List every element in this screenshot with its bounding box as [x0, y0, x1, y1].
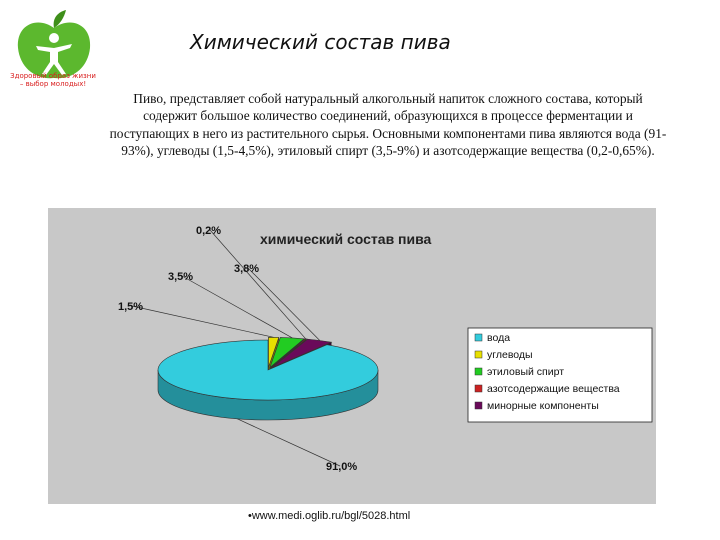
legend-label-3: этиловый спирт	[487, 366, 565, 378]
chart-title: химический состав пива	[260, 231, 432, 247]
logo-caption-line-2: – выбор молодых!	[19, 80, 87, 88]
leader-line-2	[132, 306, 274, 337]
legend-label-4: азотсодержащие вещества	[487, 383, 620, 395]
logo-caption-line-1: Здоровый образ жизни	[10, 72, 96, 80]
chart-panel	[48, 208, 656, 504]
pie-chart	[48, 208, 656, 504]
data-label-3: 3,5%	[168, 271, 194, 283]
logo-caption	[0, 72, 106, 88]
legend-swatch-5	[475, 402, 482, 409]
source-link[interactable]: •www.medi.oglib.ru/bgl/5028.html	[248, 510, 411, 522]
leader-line-5	[248, 268, 320, 340]
legend-swatch-1	[475, 334, 482, 341]
legend-swatch-2	[475, 351, 482, 358]
legend-label-2: углеводы	[487, 349, 533, 361]
data-label-5: 3,8%	[234, 263, 260, 275]
legend-swatch-4	[475, 385, 482, 392]
slide-body-text: Пиво, представляет собой натуральный алкогольный напиток сложного состава, который содержит большое количество соединений, образующихся в процессе ферментации и поступающих в него из растительного сырья. Основными компонентами пива являются вода (91-93%), углеводы (1,5-4,5%), этиловый спирт (3,5-9%) и азотсодержащие вещества (0,2-0,65%).	[109, 91, 667, 159]
leader-line-1	[237, 419, 340, 466]
legend-label-1: вода	[487, 332, 511, 344]
leader-line-3	[182, 276, 292, 338]
slide-title: Химический состав пива	[190, 30, 451, 54]
pie-slice-1	[158, 340, 378, 400]
data-label-4: 0,2%	[196, 225, 222, 237]
legend-label-5: минорные компоненты	[487, 400, 599, 412]
data-label-1: 91,0%	[326, 461, 358, 473]
data-label-2: 1,5%	[118, 301, 144, 313]
legend-swatch-3	[475, 368, 482, 375]
